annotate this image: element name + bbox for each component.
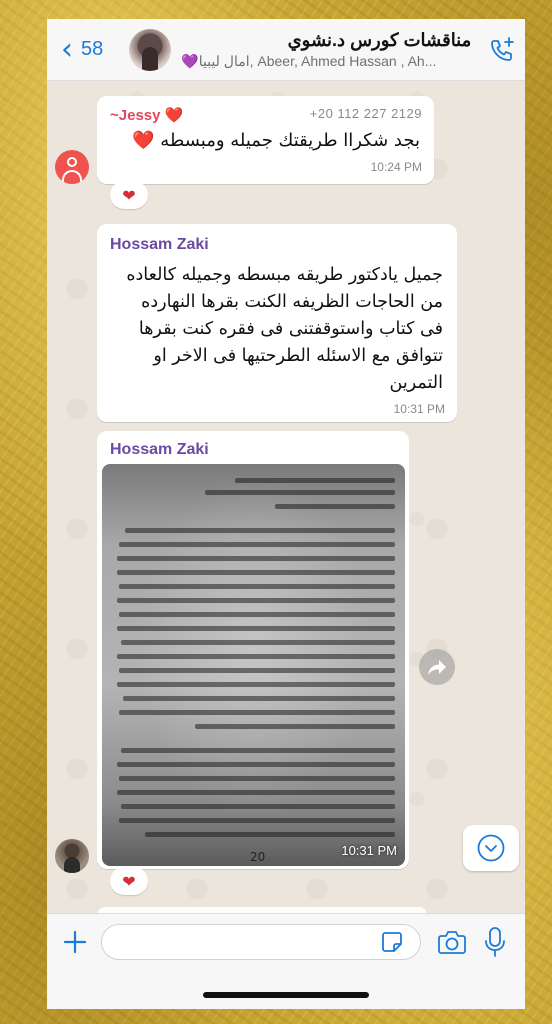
- group-avatar[interactable]: [129, 29, 171, 71]
- message-bubble[interactable]: [97, 96, 434, 184]
- forward-button[interactable]: [419, 649, 455, 685]
- sender-name[interactable]: ~Jessy ❤️: [110, 107, 184, 124]
- message-text: جميل يادكتور طريقه مبسطه وجميله كالعاده من الحاجات الظريفه الكنت بقرها النهارده فى كتاب واستوقفتنى فى فقره كنت بقرها تتوافق مع الاسئله الطرحتيها فى الاخر او التمرين: [126, 265, 443, 393]
- unread-count: 58: [81, 38, 104, 60]
- photo-page-number: 20: [250, 850, 266, 864]
- group-info[interactable]: [181, 30, 471, 70]
- chevron-left-icon: ‹: [61, 31, 73, 67]
- group-members: 💜امال ليبيا, Abeer, Ahmed Hassan , Ah...: [181, 52, 437, 69]
- sender-name[interactable]: Hossam Zaki: [110, 441, 209, 458]
- forward-icon: [427, 658, 447, 676]
- chat-header: [47, 19, 525, 81]
- group-title: مناقشات كورس د.نشوي: [287, 29, 472, 50]
- home-indicator: [203, 992, 369, 998]
- sender-phone: +20 112 227 2129: [309, 106, 422, 121]
- sticker-icon[interactable]: [381, 931, 403, 953]
- heart-reaction[interactable]: ❤: [110, 867, 148, 895]
- back-button[interactable]: [61, 31, 104, 67]
- heart-reaction[interactable]: ❤: [110, 181, 148, 209]
- sender-avatar[interactable]: [55, 150, 89, 184]
- chevron-down-circle-icon: [476, 833, 506, 863]
- add-call-icon[interactable]: [487, 35, 517, 65]
- photo-message-bubble[interactable]: [97, 431, 409, 869]
- plus-icon[interactable]: [61, 928, 89, 956]
- message-text: بجد شكراا طريقتك جميله ومبسطه ❤️: [132, 130, 420, 151]
- scroll-to-bottom-button[interactable]: [463, 825, 519, 871]
- person-icon: [67, 157, 77, 167]
- microphone-icon[interactable]: [484, 926, 506, 958]
- message-time: 10:31 PM: [341, 843, 397, 858]
- message-input[interactable]: [101, 924, 421, 960]
- message-time: 10:24 PM: [370, 160, 422, 174]
- book-page-photo[interactable]: [102, 464, 405, 866]
- camera-icon[interactable]: [437, 928, 467, 956]
- message-time: 10:31 PM: [393, 402, 445, 416]
- sender-avatar[interactable]: [55, 839, 89, 873]
- sender-name[interactable]: Hossam Zaki: [110, 236, 209, 253]
- message-bubble[interactable]: [97, 224, 457, 422]
- phone-screen: [47, 19, 525, 1009]
- composer-bar: [47, 913, 525, 1009]
